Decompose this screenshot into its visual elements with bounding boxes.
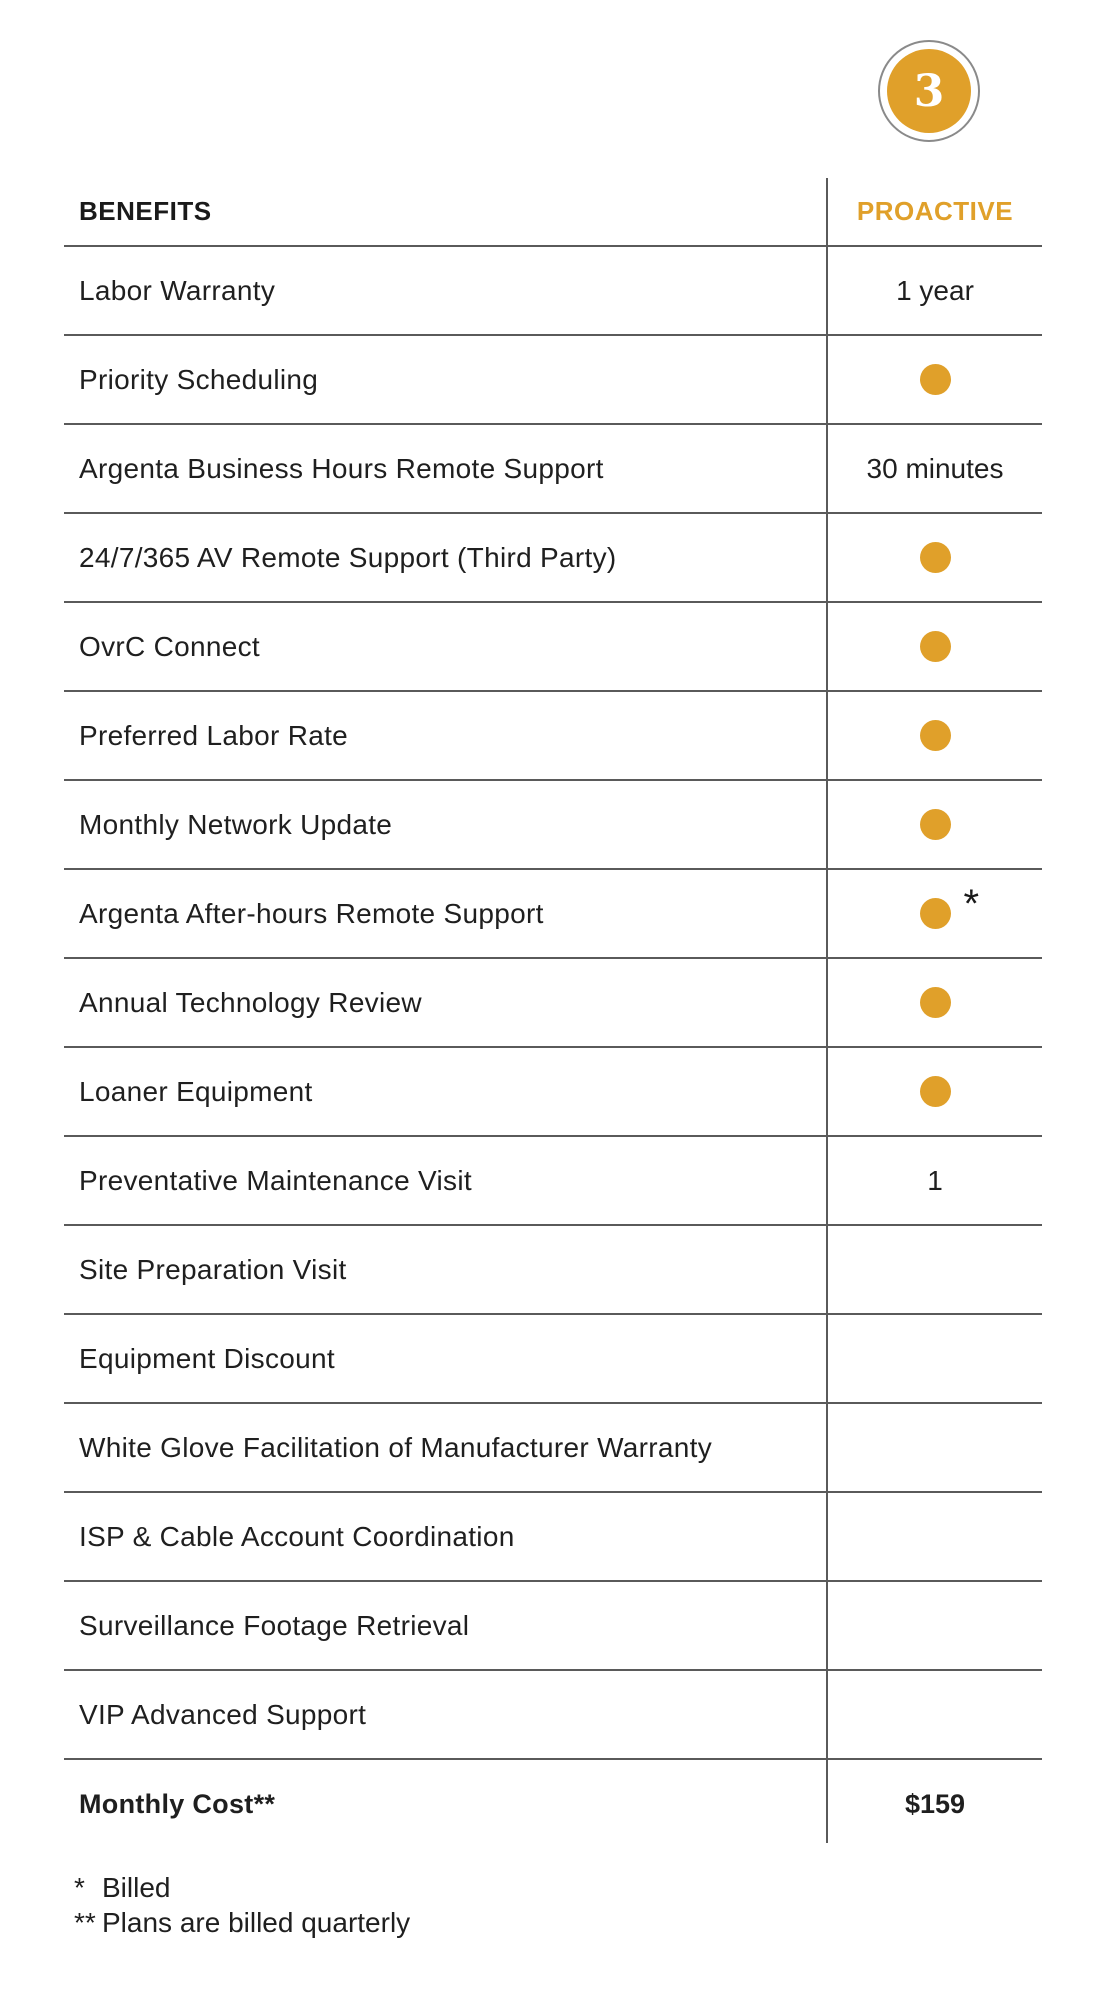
table-row bbox=[64, 603, 1042, 692]
benefit-label: 24/7/365 AV Remote Support (Third Party) bbox=[79, 541, 617, 573]
monthly-cost-label: Monthly Cost** bbox=[79, 1789, 276, 1819]
benefit-value: 1 year bbox=[896, 274, 974, 306]
benefit-label: Argenta Business Hours Remote Support bbox=[79, 452, 604, 484]
included-dot-icon bbox=[920, 364, 951, 395]
included-dot-icon bbox=[920, 1076, 951, 1107]
included-indicator bbox=[920, 631, 951, 662]
table-row bbox=[64, 425, 1042, 514]
benefit-value-cell bbox=[828, 1671, 1042, 1758]
table-row bbox=[64, 870, 1042, 959]
benefit-label: Site Preparation Visit bbox=[79, 1253, 347, 1285]
included-dot-icon bbox=[920, 898, 951, 929]
benefit-label: Priority Scheduling bbox=[79, 363, 319, 395]
table-row bbox=[64, 1493, 1042, 1582]
benefit-label: VIP Advanced Support bbox=[79, 1698, 367, 1730]
table-row bbox=[64, 1226, 1042, 1315]
table-header-row bbox=[64, 178, 1042, 247]
footnotes bbox=[74, 1870, 410, 1940]
benefit-label: OvrC Connect bbox=[79, 630, 260, 662]
footnote bbox=[74, 1870, 410, 1905]
benefit-label: Surveillance Footage Retrieval bbox=[79, 1609, 470, 1641]
table-row bbox=[64, 781, 1042, 870]
benefit-value-cell bbox=[828, 1137, 1042, 1224]
included-dot-icon bbox=[920, 809, 951, 840]
footnote-text: Plans are billed quarterly bbox=[102, 1907, 411, 1938]
benefit-label: Monthly Network Update bbox=[79, 808, 393, 840]
footnote-text: Billed bbox=[102, 1872, 171, 1903]
benefit-label: Annual Technology Review bbox=[79, 986, 422, 1018]
benefit-rows bbox=[64, 247, 1042, 1760]
plan-number: 3 bbox=[887, 49, 971, 133]
table-row bbox=[64, 1671, 1042, 1760]
table-row bbox=[64, 959, 1042, 1048]
included-indicator bbox=[920, 542, 951, 573]
benefit-label: Labor Warranty bbox=[79, 274, 276, 306]
benefit-value-cell bbox=[828, 514, 1042, 601]
footnote-asterisk: * bbox=[963, 882, 980, 926]
benefit-value-cell bbox=[828, 1493, 1042, 1580]
benefit-value: 1 bbox=[927, 1164, 943, 1196]
included-dot-icon bbox=[920, 987, 951, 1018]
table-row bbox=[64, 1315, 1042, 1404]
table-row bbox=[64, 1582, 1042, 1671]
table-row bbox=[64, 514, 1042, 603]
benefit-value-cell bbox=[828, 781, 1042, 868]
plan-column-header: PROACTIVE bbox=[856, 196, 1014, 226]
benefit-value: 30 minutes bbox=[866, 452, 1004, 484]
table-row bbox=[64, 247, 1042, 336]
benefit-value-cell bbox=[828, 870, 1042, 957]
table-row bbox=[64, 692, 1042, 781]
benefits-column-header: BENEFITS bbox=[79, 196, 212, 226]
included-indicator bbox=[920, 364, 951, 395]
benefit-label: Loaner Equipment bbox=[79, 1075, 313, 1107]
benefits-table bbox=[64, 178, 1042, 1849]
footnote-mark: * bbox=[74, 1872, 85, 1903]
footnote bbox=[74, 1905, 410, 1940]
benefit-value-cell bbox=[828, 247, 1042, 334]
benefit-value-cell bbox=[828, 1048, 1042, 1135]
included-dot-icon bbox=[920, 631, 951, 662]
included-indicator bbox=[920, 720, 951, 751]
benefit-value-cell bbox=[828, 692, 1042, 779]
benefit-value-cell bbox=[828, 336, 1042, 423]
table-row bbox=[64, 1137, 1042, 1226]
table-row bbox=[64, 1048, 1042, 1137]
benefit-label: Equipment Discount bbox=[79, 1342, 335, 1374]
benefit-value-cell bbox=[828, 1315, 1042, 1402]
benefit-label: Preventative Maintenance Visit bbox=[79, 1164, 472, 1196]
benefit-label: Preferred Labor Rate bbox=[79, 719, 349, 751]
included-indicator bbox=[920, 882, 980, 929]
benefit-value-cell bbox=[828, 425, 1042, 512]
footnote-mark: ** bbox=[74, 1907, 96, 1938]
included-indicator bbox=[920, 809, 951, 840]
benefit-value-cell bbox=[828, 603, 1042, 690]
plan-number-badge bbox=[878, 40, 980, 142]
benefit-label: ISP & Cable Account Coordination bbox=[79, 1520, 515, 1552]
included-dot-icon bbox=[920, 720, 951, 751]
monthly-cost-row bbox=[64, 1760, 1042, 1849]
table-row bbox=[64, 1404, 1042, 1493]
monthly-cost-value: $159 bbox=[904, 1789, 966, 1819]
included-dot-icon bbox=[920, 542, 951, 573]
included-indicator bbox=[920, 987, 951, 1018]
table-row bbox=[64, 336, 1042, 425]
benefit-value-cell bbox=[828, 1582, 1042, 1669]
benefit-label: White Glove Facilitation of Manufacturer Warranty bbox=[79, 1431, 712, 1463]
included-indicator bbox=[920, 1076, 951, 1107]
benefit-label: Argenta After-hours Remote Support bbox=[79, 897, 544, 929]
benefit-value-cell bbox=[828, 959, 1042, 1046]
benefit-value-cell bbox=[828, 1226, 1042, 1313]
benefit-value-cell bbox=[828, 1404, 1042, 1491]
